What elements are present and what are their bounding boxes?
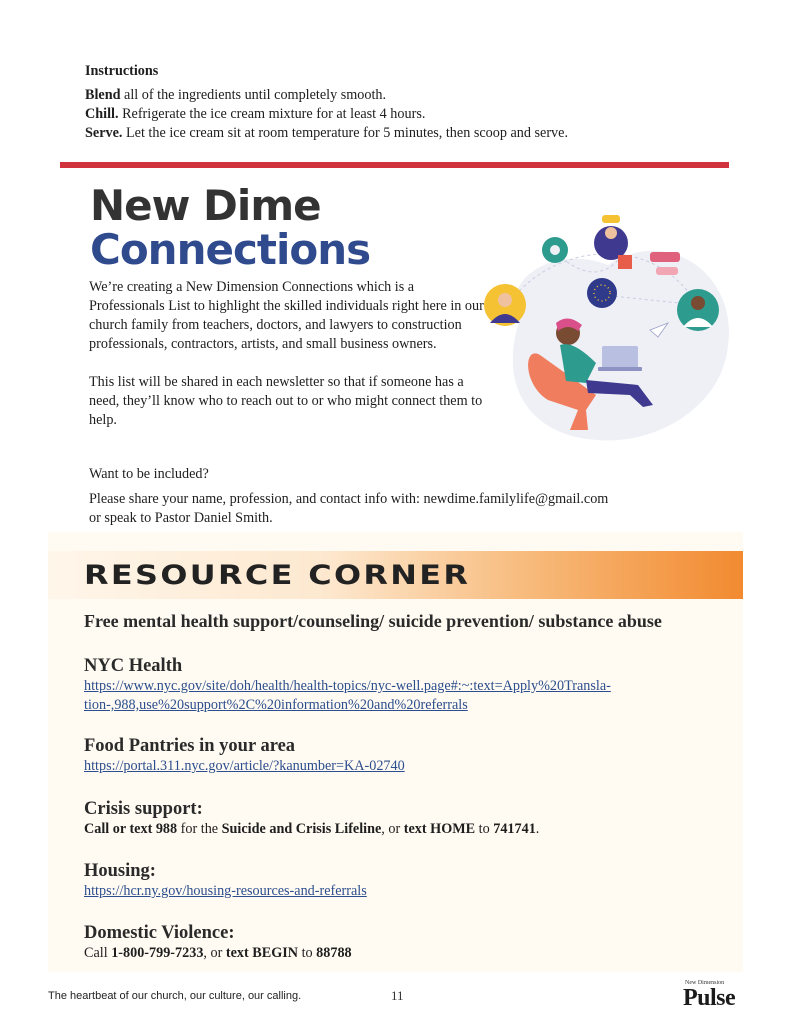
lifeline-name: Suicide and Crisis Lifeline (221, 821, 382, 837)
contact-question: Want to be included? (89, 466, 209, 482)
resource-heading: Crisis support: (84, 799, 203, 819)
instruction-step (85, 105, 725, 124)
instructions-heading: Instructions (85, 63, 159, 79)
logo-small-text: New Dimension (685, 980, 725, 986)
crisis-support-text (84, 820, 714, 839)
crisis-call-text: Call or text 988 (84, 821, 178, 837)
title-line-2: Connections (90, 225, 371, 274)
recipe-instructions (85, 62, 725, 143)
logo-big-text: Pulse (683, 985, 736, 1011)
connections-title (90, 181, 371, 274)
instruction-step (85, 86, 725, 105)
resource-domestic-violence (84, 922, 714, 963)
step-text: Let the ice cream sit at room temperature for 5 minutes, then scoop and serve. (122, 125, 568, 141)
text-home: text HOME (403, 821, 476, 837)
text-fragment: , or (203, 945, 226, 961)
connections-body (89, 278, 484, 449)
text-begin: text BEGIN (225, 945, 299, 961)
text-number: 88788 (316, 945, 352, 961)
text-fragment: Call (84, 945, 112, 961)
resource-nyc-health (84, 655, 714, 715)
step-label: Chill. (85, 106, 119, 122)
contact-line: or speak to Pastor Daniel Smith. (89, 510, 273, 526)
hotline-number: 1-800-799-7233 (111, 945, 204, 961)
instruction-step (85, 124, 725, 143)
resource-heading: NYC Health (84, 656, 183, 676)
networking-illustration (478, 205, 738, 450)
text-fragment: to (298, 945, 317, 961)
text-fragment: , or (381, 821, 404, 837)
text-fragment: to (475, 821, 494, 837)
text-fragment: for the (177, 821, 222, 837)
step-label: Serve. (85, 125, 123, 141)
text-fragment: . (535, 821, 540, 837)
nyc-health-link[interactable] (84, 677, 714, 715)
connections-paragraph: We’re creating a New Dimension Connections which is a Professionals List to highlight the skilled individuals right here in our church family from teachers, doctors, and lawyers to construction professionals, contractors, artists, and small business owners. (89, 279, 484, 352)
resource-heading: Food Pantries in your area (84, 736, 296, 756)
connections-contact (89, 466, 729, 528)
resource-housing (84, 860, 714, 901)
step-text: all of the ingredients until completely smooth. (120, 87, 387, 103)
resource-corner-subtitle: Free mental health support/counseling/ suicide prevention/ substance abuse (84, 611, 662, 631)
resource-corner-title: RESOURCE CORNER (84, 560, 471, 591)
connections-paragraph: This list will be shared in each newsletter so that if someone has a need, they’ll know who to reach out to or who might connect them to help. (89, 374, 483, 428)
domestic-violence-text (84, 944, 714, 963)
resource-heading: Domestic Violence: (84, 923, 235, 943)
link-line: https://www.nyc.gov/site/doh/health/health-topics/nyc-well.page#:~:text=Apply%20Transla- (84, 678, 611, 694)
step-label: Blend (85, 87, 121, 103)
housing-link[interactable]: https://hcr.ny.gov/housing-resources-and-referrals (84, 883, 367, 899)
page-number: 11 (391, 988, 404, 1003)
crisis-number: 741741 (493, 821, 536, 837)
contact-line: Please share your name, profession, and contact info with: newdime.familylife@gmail.com (89, 491, 609, 507)
resource-heading: Housing: (84, 861, 156, 881)
food-pantries-link[interactable]: https://portal.311.nyc.gov/article/?kanumber=KA-02740 (84, 758, 405, 774)
link-line: tion-,988,use%20support%2C%20information%20and%20referrals (84, 697, 468, 713)
pulse-logo (683, 980, 745, 1010)
footer-tagline: The heartbeat of our church, our culture, our calling. (48, 990, 302, 1002)
resource-food-pantries (84, 735, 714, 776)
section-divider (60, 162, 729, 168)
step-text: Refrigerate the ice cream mixture for at least 4 hours. (118, 106, 426, 122)
resource-crisis-support (84, 798, 714, 839)
title-line-1: New Dime (90, 181, 321, 230)
